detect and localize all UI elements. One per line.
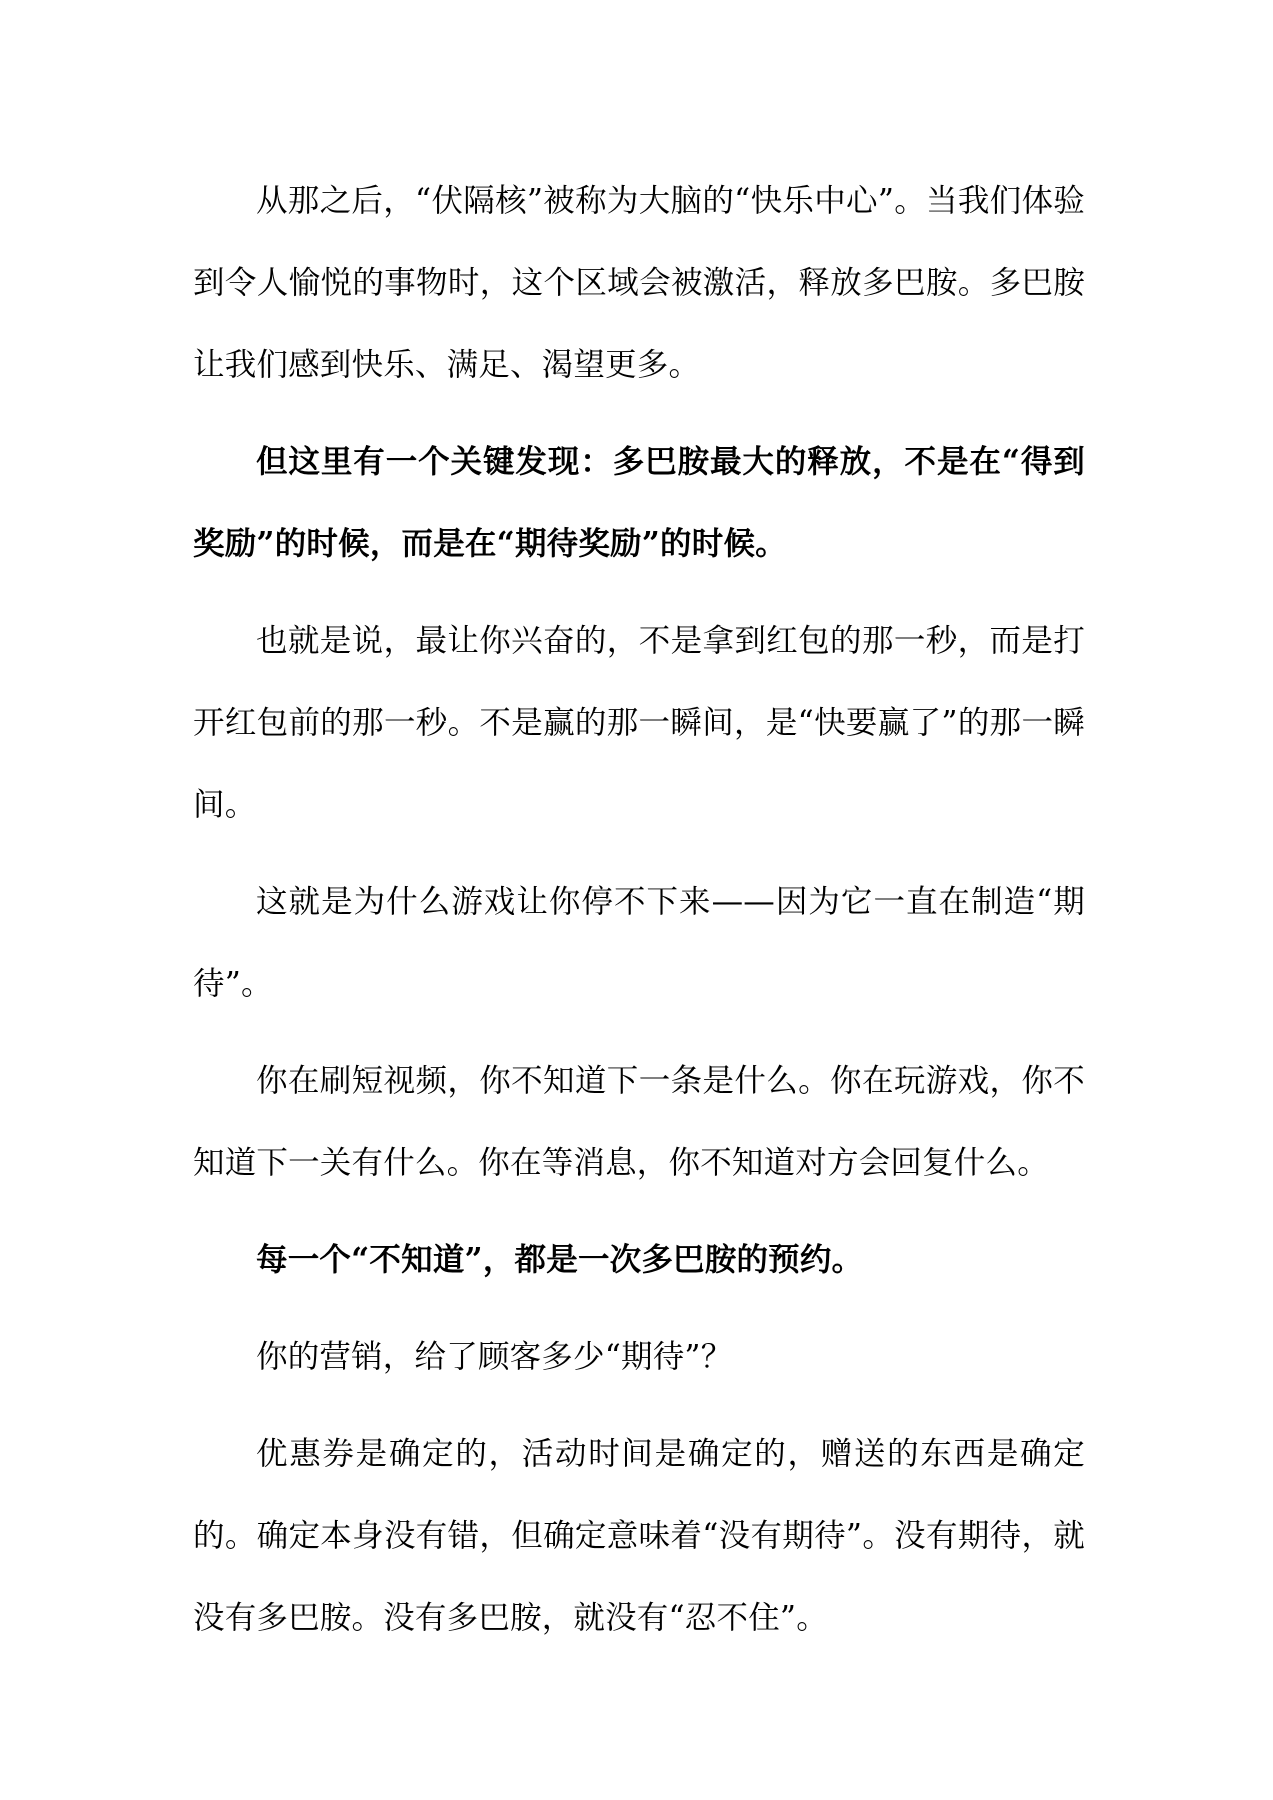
paragraph-5: 你在刷短视频，你不知道下一条是什么。你在玩游戏，你不知道下一关有什么。你在等消息，你不知道对方会回复什么。: [193, 1063, 1085, 1181]
paragraph-7: 你的营销，给了顾客多少“期待”？: [256, 1339, 733, 1375]
paragraph-6-bold: 每一个“不知道”，都是一次多巴胺的预约。: [256, 1241, 864, 1278]
paragraph-1: 从那之后，“伏隔核”被称为大脑的“快乐中心”。当我们体验到令人愉悦的事物时，这个区域会被激活，释放多巴胺。多巴胺让我们感到快乐、满足、渴望更多。: [193, 183, 1085, 383]
paragraph-3: 也就是说，最让你兴奋的，不是拿到红包的那一秒，而是打开红包前的那一秒。不是赢的那一瞬间，是“快要赢了”的那一瞬间。: [193, 623, 1085, 823]
paragraph-2-bold: 但这里有一个关键发现：多巴胺最大的释放，不是在“得到奖励”的时候，而是在“期待奖励”的时候。: [193, 443, 1085, 562]
paragraph-4: 这就是为什么游戏让你停不下来——因为它一直在制造“期待”。: [193, 884, 1085, 1002]
paragraph-8: 优惠券是确定的，活动时间是确定的，赠送的东西是确定的。确定本身没有错，但确定意味着“没有期待”。没有期待，就没有多巴胺。没有多巴胺，就没有“忍不住”。: [193, 1436, 1085, 1636]
document-body: [193, 160, 1085, 1674]
